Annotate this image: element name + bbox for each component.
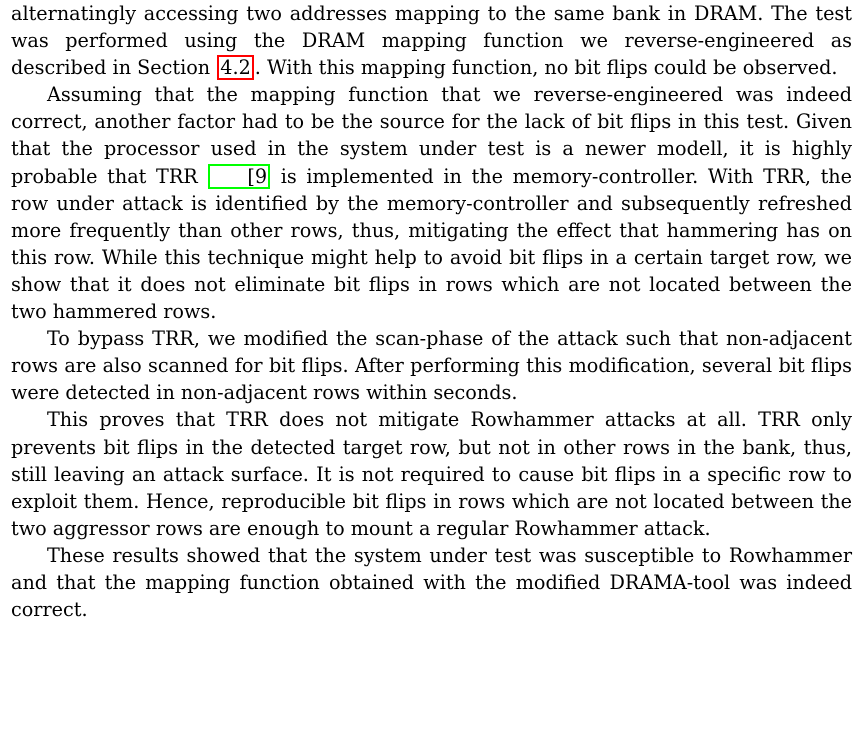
paragraph-bypass-trr: To bypass TRR, we modified the scan-phase of the attack such that non-adjacent rows are also scanned for bit flips. After performing this modification, several bit flips were detected in non-adjacent rows within seconds.	[11, 327, 852, 405]
citation-link[interactable]: [9	[208, 164, 270, 189]
paragraph-trr-explanation-text: Assuming that the mapping function that we reverse-engineered was indeed correct, another factor had to be the source for the lack of bit flips in this test. Given that the processor used in the system under test is a newer modell, it is highly probable that TRR	[11, 83, 852, 188]
document-body	[11, 0, 852, 623]
paragraph-results: These results showed that the system under test was susceptible to Rowhammer and that the mapping function obtained with the modified DRAMA-tool was indeed correct.	[11, 543, 852, 622]
paragraph-dram-test-text: alternatingly accessing two addresses mapping to the same bank in DRAM. The test was performed using the DRAM mapping function we reverse-engineered as described in Section	[11, 2, 852, 80]
paragraph-dram-test	[11, 0, 852, 81]
paragraph-dram-test-text-end: . With this mapping function, no bit flips could be observed.	[254, 56, 838, 80]
paragraph-trr-conclusion: This proves that TRR does not mitigate Rowhammer attacks at all. TRR only prevents bit flips in the detected target row, but not in other rows in the bank, thus, still leaving an attack surface. It is not required to cause bit flips in a specific row to exploit them. Hence, reproducible bit flips in rows which are not located between the two aggressor rows are enough to mount a regular Rowhammer attack.	[11, 408, 852, 540]
paragraph-trr-explanation	[11, 81, 852, 325]
section-reference-link[interactable]: 4.2	[217, 55, 254, 80]
paragraph-trr-explanation-text-end: is implemented in the memory-controller. With TRR, the row under attack is identified by the memory-controller and subsequently refreshed more frequently than other rows, thus, mitigating the effect that hammering has on this row. While this technique might help to avoid bit flips in a certain target row, we show that it does not eliminate bit flips in rows which are not located between the two hammered rows.	[11, 164, 853, 324]
